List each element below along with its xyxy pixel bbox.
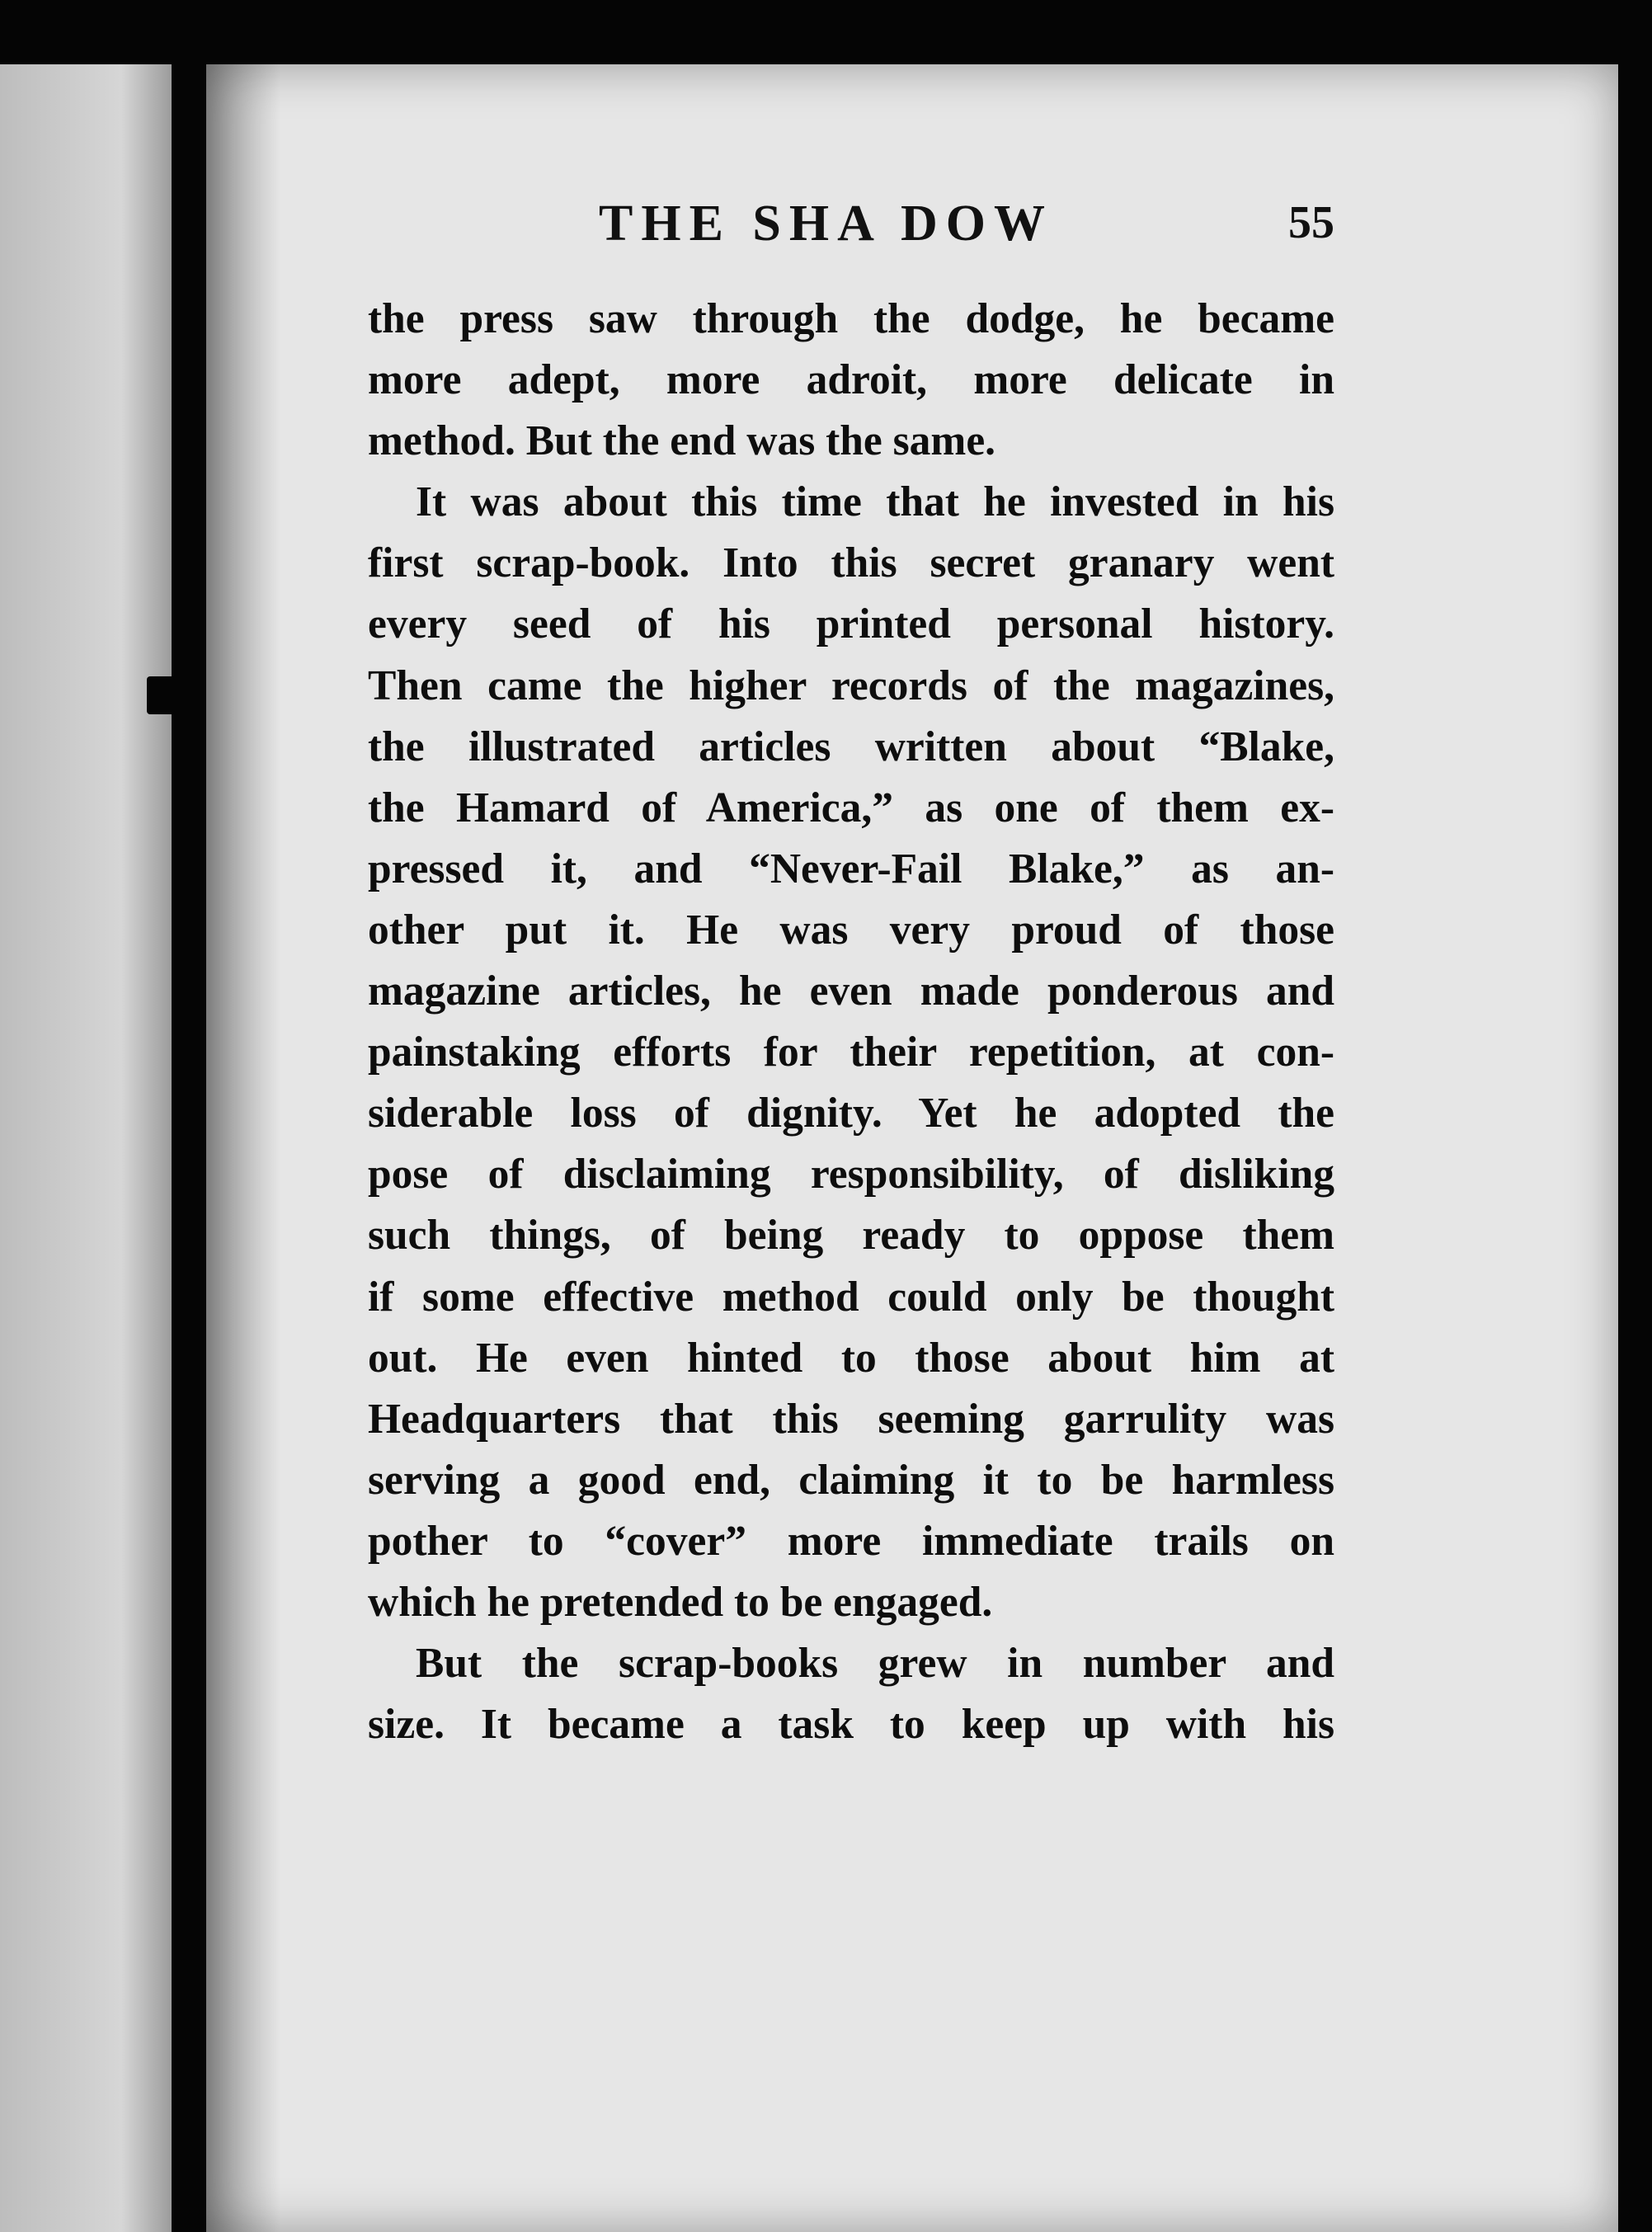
paragraph (368, 289, 1334, 472)
text-line: if some effective method could only be thought (368, 1273, 1334, 1321)
text-line: more adept, more adroit, more delicate in (368, 356, 1334, 404)
gutter-mark (147, 676, 175, 714)
text-line: painstaking efforts for their repetition, at con- (368, 1029, 1334, 1076)
text-line: magazine articles, he even made ponderous and (368, 968, 1334, 1015)
text-line: the press saw through the dodge, he became (368, 295, 1334, 342)
text-line: which he pretended to be engaged. (368, 1578, 993, 1626)
text-line: siderable loss of dignity. Yet he adopted the (368, 1090, 1334, 1137)
text-line: It was about this time that he invested in his (416, 478, 1334, 526)
paragraph (368, 472, 1334, 1633)
scan-border-top (0, 0, 1652, 66)
running-head (368, 195, 1334, 261)
facing-page-edge (0, 64, 173, 2232)
text-line: such things, of being ready to oppose them (368, 1212, 1334, 1260)
text-line: Then came the higher records of the magazines, (368, 662, 1334, 709)
body-text (368, 289, 1334, 1755)
scan-border-right (1617, 49, 1652, 2232)
text-line: Headquarters that this seeming garrulity was (368, 1395, 1334, 1443)
text-line: the Hamard of America,” as one of them ex- (368, 784, 1334, 831)
text-line: serving a good end, claiming it to be harmless (368, 1456, 1334, 1504)
running-title: THE SHA DOW (599, 195, 1053, 252)
text-line: size. It became a task to keep up with his (368, 1701, 1334, 1749)
text-line: pother to “cover” more immediate trails on (368, 1517, 1334, 1565)
text-line: method. But the end was the same. (368, 417, 996, 465)
text-line: out. He even hinted to those about him at (368, 1334, 1334, 1382)
text-line: pose of disclaiming responsibility, of disliking (368, 1151, 1334, 1198)
text-line: first scrap-book. Into this secret granary went (368, 539, 1334, 587)
text-line: But the scrap-books grew in number and (416, 1640, 1334, 1688)
text-line: the illustrated articles written about “Blake, (368, 723, 1334, 770)
paragraph (368, 1633, 1334, 1755)
page-number: 55 (1288, 197, 1334, 248)
text-line: other put it. He was very proud of those (368, 906, 1334, 954)
book-gutter (172, 49, 208, 2232)
text-line: pressed it, and “Never-Fail Blake,” as an- (368, 845, 1334, 892)
text-line: every seed of his printed personal history. (368, 600, 1334, 648)
